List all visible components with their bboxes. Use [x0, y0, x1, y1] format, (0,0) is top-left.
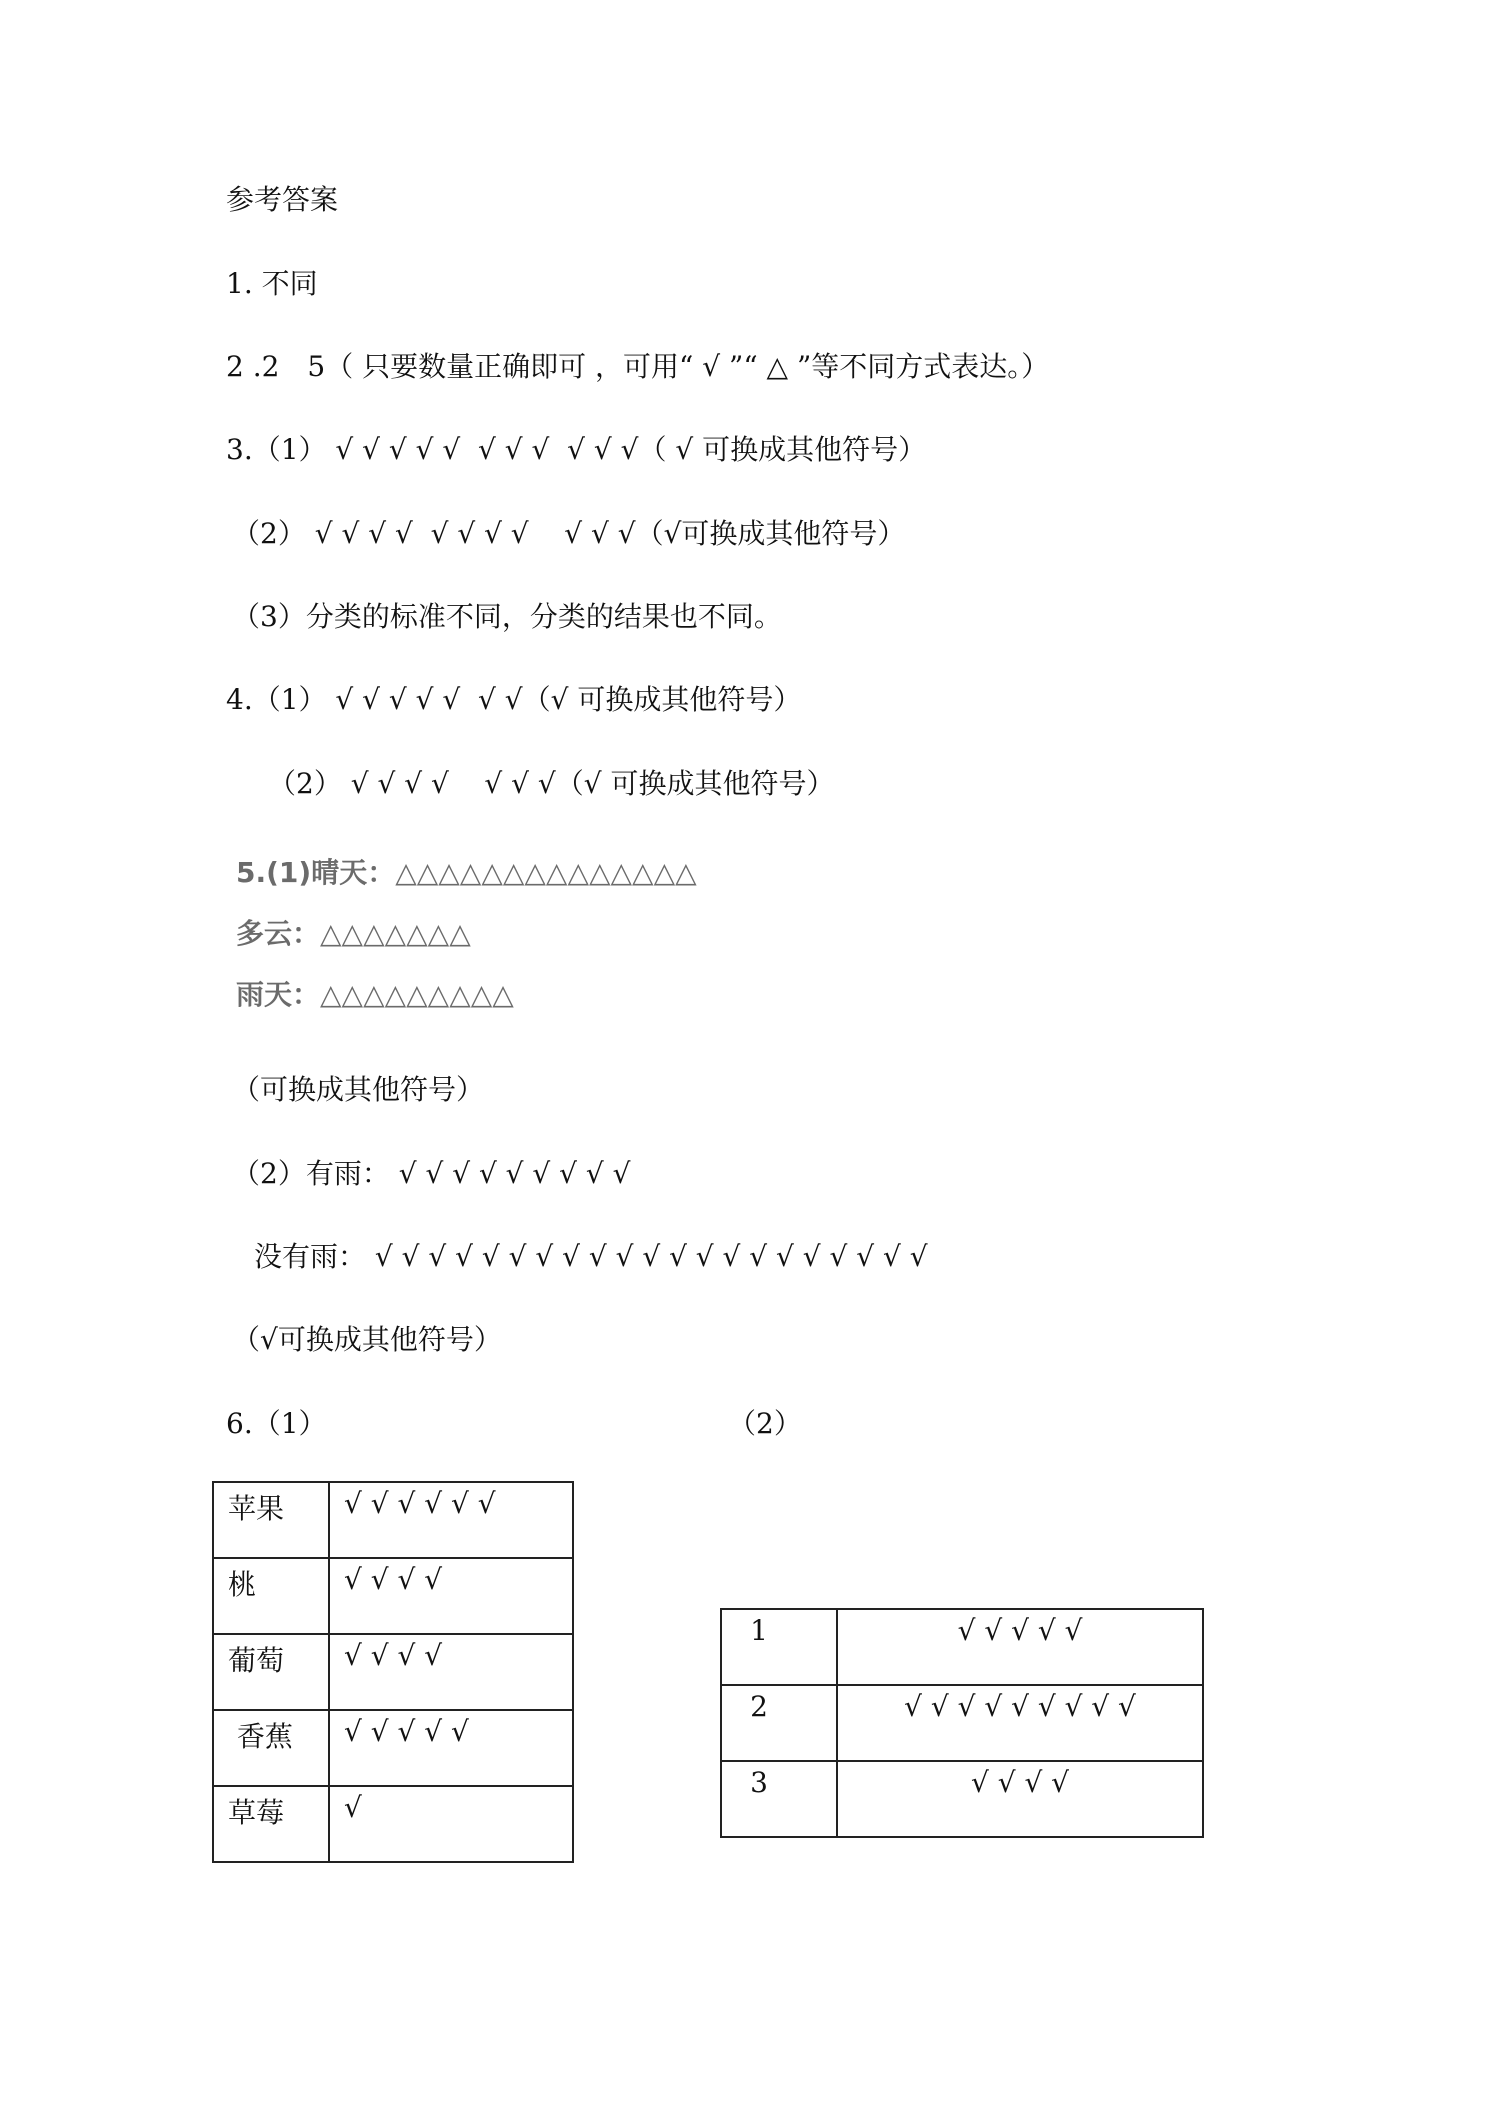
table-row	[721, 1685, 1203, 1761]
fruit-name: 香蕉	[213, 1710, 329, 1786]
answer-4-part-1: 4.（1） √ √ √ √ √ √ √（√ 可换成其他符号）	[226, 683, 802, 716]
table-row	[213, 1482, 573, 1558]
fruit-count: √ √ √ √	[329, 1634, 573, 1710]
answer-3-part-3: （3）分类的标准不同，分类的结果也不同。	[232, 600, 782, 633]
fruit-name: 苹果	[213, 1482, 329, 1558]
answer-5-part-2-norain: 没有雨： √ √ √ √ √ √ √ √ √ √ √ √ √ √ √ √ √ √ √ √ √	[254, 1240, 928, 1273]
table-row	[213, 1634, 573, 1710]
page-title: 参考答案	[226, 183, 339, 216]
answer-5-rainy: 雨天：△△△△△△△△△	[236, 978, 514, 1011]
row-number: 2	[721, 1685, 837, 1761]
row-number: 3	[721, 1761, 837, 1837]
answer-3-part-1: 3.（1） √ √ √ √ √ √ √ √ √ √ √（ √ 可换成其他符号）	[226, 433, 927, 466]
table-row	[721, 1761, 1203, 1837]
fruit-table	[212, 1481, 574, 1863]
answer-5-part-2-rain: （2）有雨： √ √ √ √ √ √ √ √ √	[232, 1157, 631, 1190]
count-table	[720, 1608, 1204, 1838]
table-row	[213, 1710, 573, 1786]
table-row	[213, 1786, 573, 1862]
fruit-name: 草莓	[213, 1786, 329, 1862]
answer-3-part-2: （2） √ √ √ √ √ √ √ √ √ √ √（√可换成其他符号）	[232, 517, 906, 550]
fruit-name: 桃	[213, 1558, 329, 1634]
table-row	[721, 1609, 1203, 1685]
fruit-count: √ √ √ √ √	[329, 1710, 573, 1786]
row-number: 1	[721, 1609, 837, 1685]
answer-1: 1. 不同	[226, 267, 318, 300]
answer-4-part-2: （2） √ √ √ √ √ √ √（√ 可换成其他符号）	[268, 767, 835, 800]
answer-5-sunny: 5.(1)晴天：△△△△△△△△△△△△△△	[236, 856, 697, 889]
row-count: √ √ √ √ √ √ √ √ √	[837, 1685, 1203, 1761]
table-row	[213, 1558, 573, 1634]
row-count: √ √ √ √ √	[837, 1609, 1203, 1685]
answer-5-cloudy: 多云：△△△△△△△	[236, 917, 471, 950]
answer-6-label-2: （2）	[728, 1407, 802, 1440]
fruit-name: 葡萄	[213, 1634, 329, 1710]
answer-5-note-2: （√可换成其他符号）	[232, 1323, 502, 1356]
answer-5-note-1: （可换成其他符号）	[232, 1073, 485, 1106]
row-count: √ √ √ √	[837, 1761, 1203, 1837]
answer-2: 2 .2 5（ 只要数量正确即可 ，可用“ √ ”“ △ ”等不同方式表达。）	[226, 350, 1050, 383]
fruit-count: √ √ √ √	[329, 1558, 573, 1634]
fruit-count: √	[329, 1786, 573, 1862]
answer-6-label-1: 6.（1）	[226, 1407, 327, 1440]
fruit-count: √ √ √ √ √ √	[329, 1482, 573, 1558]
